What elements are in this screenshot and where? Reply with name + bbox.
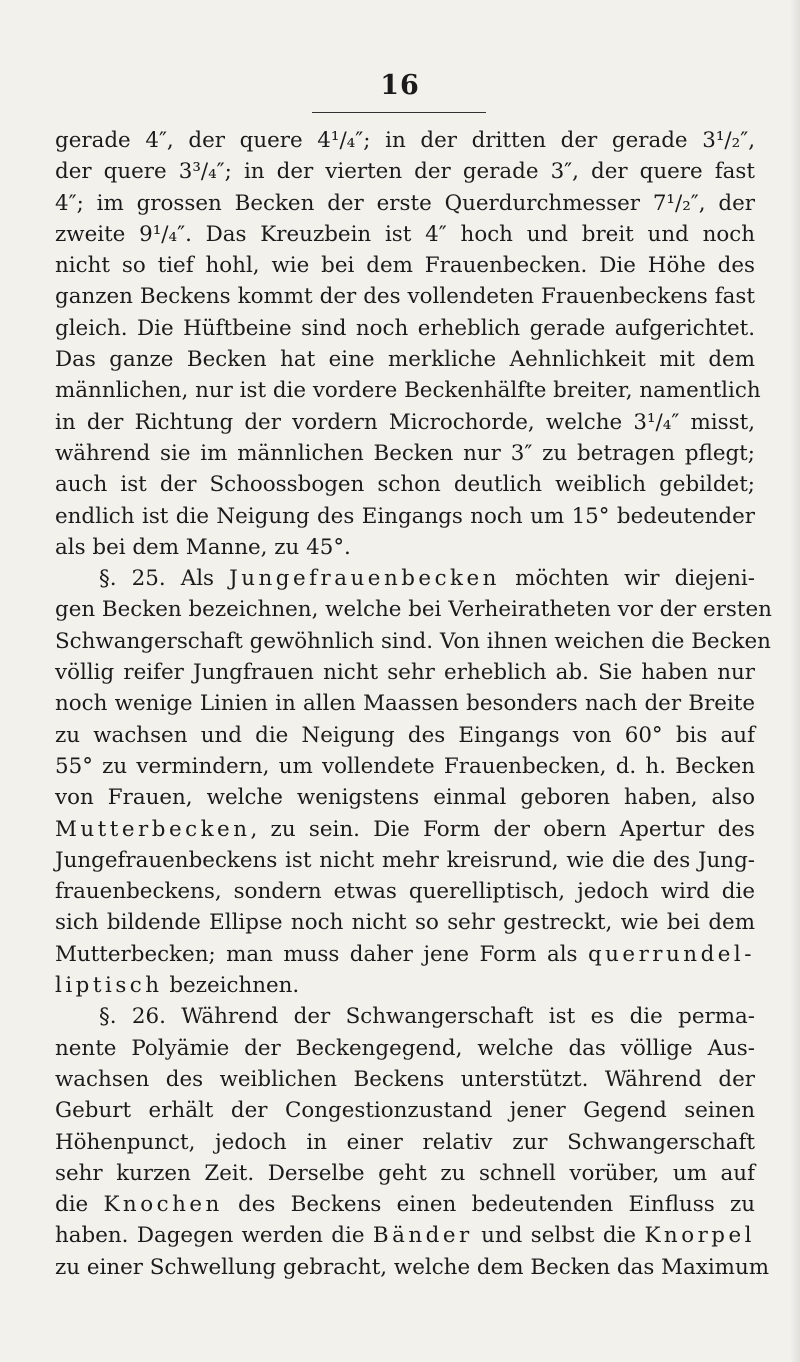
text-line [55,970,755,1001]
text-line [55,1189,755,1220]
text-line: wachsen des weiblichen Beckens unterstützt. Während der [55,1066,755,1092]
text-line: Das ganze Becken hat eine merkliche Aehnlichkeit mit dem [55,347,755,373]
text-line: zu einer Schwellung gebracht, welche dem Becken das Maximum [55,1254,770,1280]
header-rule [312,112,486,113]
text-line: gerade 4″, der quere 4¹/₄″; in der dritten der gerade 3¹/₂″, [55,128,755,153]
text-line: ganzen Beckens kommt der des vollendeten Frauenbeckens fast [55,284,755,310]
text-line: der quere 3³/₄″; in der vierten der gerade 3″, der quere fast [55,159,755,185]
text-run: und selbst die [472,1223,645,1249]
text-line: frauenbeckens, sondern etwas querelliptisch, jedoch wird die [55,879,755,905]
spaced-term: Jungefrauenbecken [229,566,500,592]
text-line: Höhenpunct, jedoch in einer relativ zur Schwangerschaft [55,1129,755,1155]
spaced-term: Bänder [372,1223,473,1249]
text-run: haben. Dagegen werden die [55,1223,373,1249]
text-line: zweite 9¹/₄″. Das Kreuzbein ist 4″ hoch und breit und noch [55,221,755,247]
text-line: während sie im männlichen Becken nur 3″ zu betragen pflegt; [55,440,755,466]
text-line: auch ist der Schoossbogen schon deutlich weiblich gebildet; [55,472,755,498]
text-line: von Frauen, welche wenigstens einmal geboren haben, also [55,785,755,811]
text-line: 4″; im grossen Becken der erste Querdurchmesser 7¹/₂″, der [55,190,755,216]
section-26-first-line: §. 26. Während der Schwangerschaft ist es die perma- [99,1004,755,1030]
text-line: sich bildende Ellipse noch nicht so sehr gestreckt, wie bei dem [55,910,755,936]
text-line: zu wachsen und die Neigung des Eingangs von 60° bis auf [55,722,755,748]
page-edge-shadow [790,0,800,1362]
text-line [55,814,755,845]
spaced-term: Knochen [103,1192,223,1218]
text-run: die [55,1192,104,1218]
text-line: nicht so tief hohl, wie bei dem Frauenbecken. Die Höhe des [55,253,755,279]
text-line: gleich. Die Hüftbeine sind noch erheblich gerade aufgerichtet. [55,315,755,341]
spaced-term: querrundel- [587,941,755,967]
text-line: männlichen, nur ist die vordere Beckenhälfte breiter, namentlich [55,378,761,404]
text-run: des Beckens einen bedeutenden Einfluss zu [222,1192,755,1218]
text-line: Jungefrauenbeckens ist nicht mehr kreisrund, wie die des Jung- [55,847,755,873]
text-run: §. 25. Als [99,566,230,592]
text-line [55,1220,755,1251]
text-line: sehr kurzen Zeit. Derselbe geht zu schnell vorüber, um auf [55,1160,755,1186]
text-run: möchten wir diejeni- [499,566,755,592]
text-line: völlig reifer Jungfrauen nicht sehr erheblich ab. Sie haben nur [55,660,755,686]
text-run: , zu sein. Die Form der obern Apertur des [250,816,755,842]
text-line: gen Becken bezeichnen, welche bei Verheiratheten vor der ersten [55,597,772,623]
text-line: 55° zu vermindern, um vollendete Frauenbecken, d. h. Becken [55,753,755,779]
spaced-term: Mutterbecken [55,816,251,842]
text-line: Geburt erhält der Congestionzustand jener Gegend seinen [55,1098,755,1124]
text-line: nente Polyämie der Beckengegend, welche das völlige Aus- [55,1035,755,1061]
text-line [55,939,755,970]
body-text [55,125,772,1283]
spaced-term: Knorpel [644,1223,755,1249]
text-line: endlich ist die Neigung des Eingangs noch um 15° bedeutender [55,503,755,529]
text-line: als bei dem Manne, zu 45°. [55,534,351,560]
text-line: noch wenige Linien in allen Maassen besonders nach der Breite [55,691,755,717]
text-line: in der Richtung der vordern Microchorde, welche 3¹/₄″ misst, [55,409,755,435]
text-run: bezeichnen. [162,973,300,999]
page-number: 16 [380,70,420,101]
text-line: Schwangerschaft gewöhnlich sind. Von ihnen weichen die Becken [55,628,771,654]
text-run: Mutterbecken; man muss daher jene Form als [55,941,588,967]
spaced-term: liptisch [55,973,163,999]
section-25-first-line [55,563,755,594]
